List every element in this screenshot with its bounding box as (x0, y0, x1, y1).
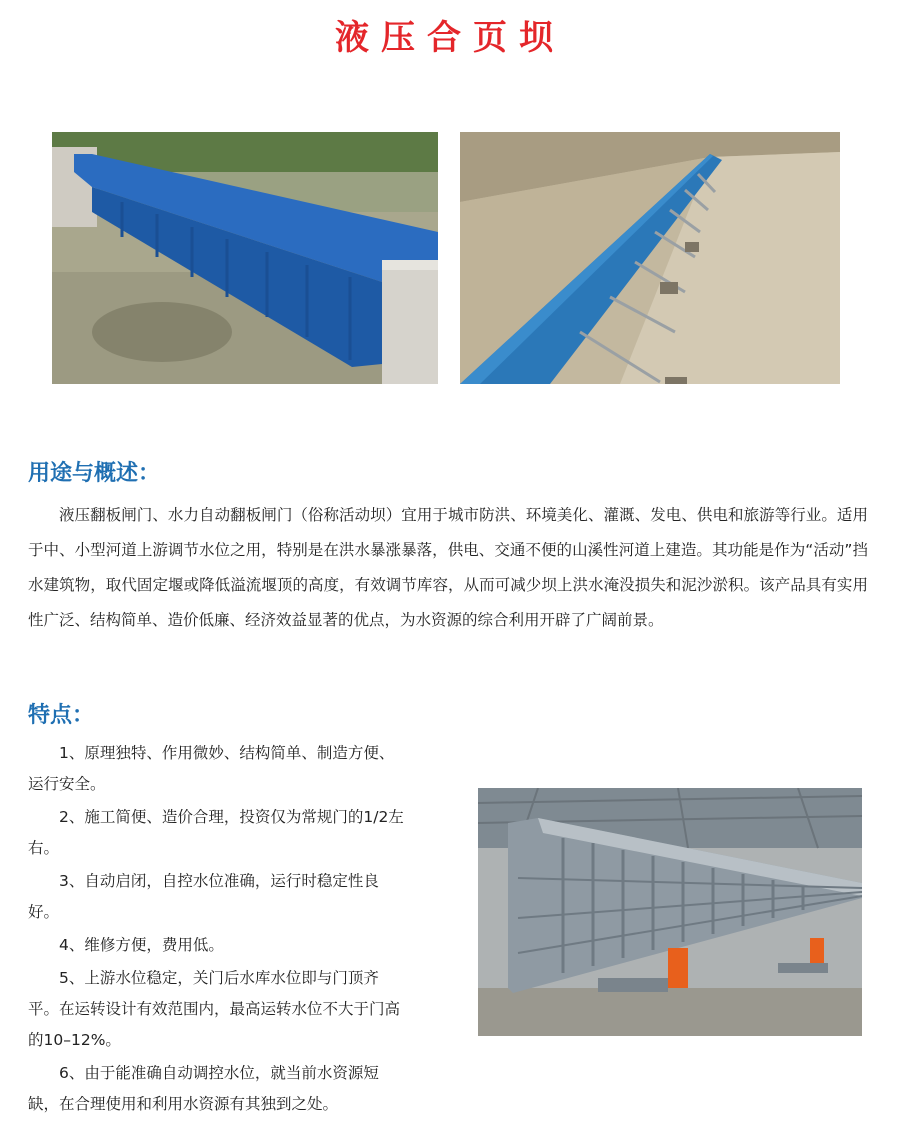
usage-paragraph: 液压翻板闸门、水力自动翻板闸门（俗称活动坝）宜用于城市防洪、环境美化、灌溉、发电、供电和旅游等行业。适用于中、小型河道上游调节水位之用，特别是在洪水暴涨暴落，供电、交通不便的山溪性河道上建造。其功能是作为“活动”挡水建筑物，取代固定堰或降低溢流堰顶的高度，有效调节库容，从而可减少坝上洪水淹没损失和泥沙淤积。该产品具有实用性广泛、结构简单、造价低廉、经济效益显著的优点，为水资源的综合利用开辟了广阔前景。 (28, 506, 868, 629)
page-title: 液压合页坝 (335, 18, 565, 58)
features-heading: 特点： (28, 703, 95, 728)
feature-item: 2、施工简便、造价合理，投资仅为常规门的1/2左右。 (28, 808, 404, 857)
feature-item: 3、自动启闭，自控水位准确，运行时稳定性良好。 (28, 872, 379, 921)
feature-item: 4、维修方便，费用低。 (59, 936, 224, 954)
usage-heading: 用途与概述： (28, 461, 161, 486)
river-gate-photo (52, 132, 438, 384)
dam-crest-gate-photo (460, 132, 840, 384)
features-list (28, 738, 408, 1120)
feature-item: 6、由于能准确自动调控水位，就当前水资源短缺，在合理使用和利用水资源有其独到之处。 (28, 1064, 379, 1113)
feature-item: 1、原理独特、作用微妙、结构简单、制造方便、运行安全。 (28, 744, 395, 793)
factory-gate-photo (478, 788, 862, 1036)
feature-item: 5、上游水位稳定，关门后水库水位即与门顶齐平。在运转设计有效范围内，最高运转水位不大于门高的10–12%。 (28, 969, 401, 1049)
